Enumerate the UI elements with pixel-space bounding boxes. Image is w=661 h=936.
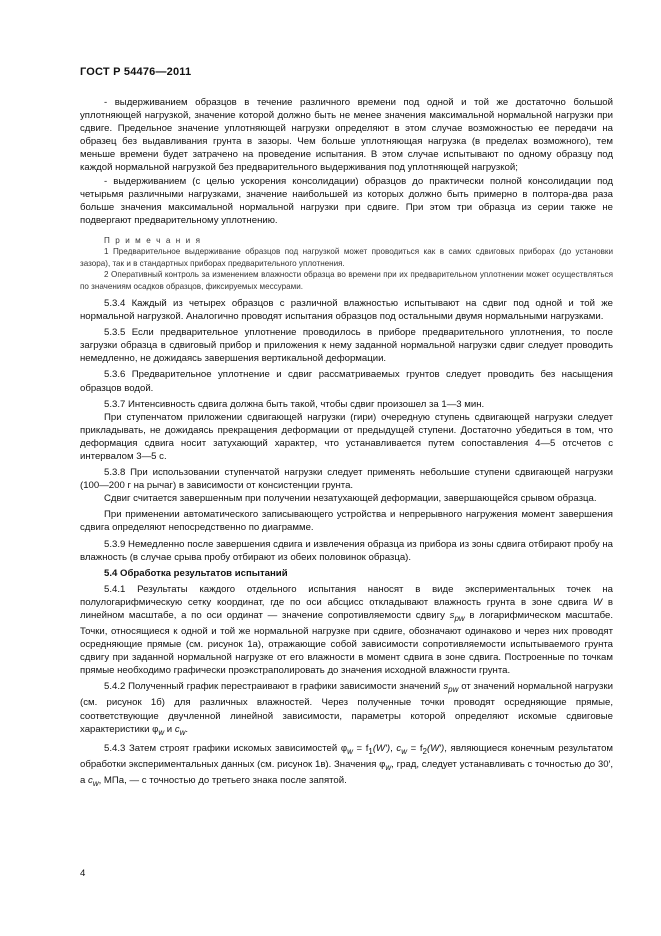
text-run: , являющиеся конечным результатом обработки экспериментальных данных (см. рисунок 1в). Значения <box>80 742 614 770</box>
paragraph-5-3-7-cont: При ступенчатом приложении сдвигающей нагрузки (гири) очередную ступень сдвигающей нагрузки следует прикладывать, не дожидаясь прекращения деформации от предыдущей ступени. Достаточно убедиться в том, что деформация сдвига носит затухающий характер, что устанавливается путем сопоставления 4—5 отсчетов с интервалом 3—5 с. <box>80 411 613 462</box>
text-run: 5.4.3 Затем строят графики искомых зависимостей <box>104 742 341 754</box>
subscript-w: w <box>179 727 186 737</box>
text-run: = f <box>352 742 369 754</box>
paragraph-5-4-1 <box>80 583 613 678</box>
symbol-c: c <box>174 723 180 735</box>
note-item-2: 2 Оперативный контроль за изменением влажности образца во времени при их предварительном уплотнении может осуществляться по значениям осадков образцов, фиксируемых мессурами. <box>80 270 613 291</box>
paragraph-5-3-9: 5.3.9 Немедленно после завершения сдвига и извлечения образца из прибора из зоны сдвига отбирают пробу на влажность (в случае срыва пробу отбирают из обеих половинок образца). <box>80 538 613 563</box>
section-heading-5-4: 5.4 Обработка результатов испытаний <box>104 567 288 579</box>
text-run: , град, следует устанавливать с точностью до 30′, а <box>80 758 613 786</box>
subscript-1: 1 <box>368 746 373 756</box>
paragraph-5-3-5: 5.3.5 Если предварительное уплотнение проводилось в приборе предварительного уплотнения, то после загрузки образца в сдвиговый прибор и приложения к нему заданной нормальной нагрузки сдвиг следует проводить немедленно, не дожидаясь завершения вертикальной деформации. <box>80 327 613 365</box>
subscript-pw: pw <box>448 685 459 695</box>
subscript-2: 2 <box>422 746 427 756</box>
text-run: в линейном масштабе, а по оси ординат — значение сопротивляемости сдвигу <box>80 596 613 622</box>
subscript-w: w <box>158 727 165 737</box>
symbol-c: c <box>396 742 402 754</box>
paragraph-intro-1: - выдерживанием образцов в течение различного времени под одной и той же достаточно большой уплотняющей нагрузкой, значение которой должно быть не менее значения максимальной нормальной нагрузки при сдвиге. Предельное значение уплотняющей нагрузки определяют в этом случае возможностью ее передачи на образец без выдавливания грунта в зазоры. Чем больше уплотняющая нагрузка (в пределах возможного), тем меньше времени будет затрачено на проведение испытания. В этом случае испытывают по одному образцу под каждой нормальной нагрузкой без предварительного выдерживания под уплотняющей нагрузкой; <box>80 97 613 174</box>
text-run: . <box>185 723 189 735</box>
subscript-w: w <box>347 746 353 756</box>
paragraph-5-3-8-cont: Сдвиг считается завершенным при получении незатухающей деформации, завершающейся срывом образца. <box>104 493 597 505</box>
subscript-w: w <box>385 762 392 772</box>
paragraph-intro-2: - выдерживанием (с целью ускорения консолидации) образцов до практически полной консолидации под четырьмя различными нагрузками, значение наибольшей из которых должно быть примерно в полтора-два раза больше значения максимальной нормальной нагрузки при сдвиге. При этом три образца из серии также не подвергают предварительному уплотнению. <box>80 175 613 226</box>
subscript-w: w <box>401 746 407 756</box>
symbol-c: c <box>88 774 93 786</box>
text-run: и <box>164 723 175 735</box>
note-item-1: 1 Предварительное выдерживание образцов под нагрузкой может проводиться как в самих сдвиговых приборах (до установки зазора), так и в стандартных приборах предварительного уплотнения. <box>80 247 613 268</box>
page-header-doc-id: ГОСТ Р 54476—2011 <box>80 66 192 78</box>
symbol-s: s <box>443 681 449 693</box>
page-number: 4 <box>80 868 86 879</box>
paragraph-5-3-8: 5.3.8 При использовании ступенчатой нагрузки следует применять небольшие ступени сдвигающей нагрузки (100—200 г на рычаг) в зависимости от консистенции грунта. <box>80 467 613 492</box>
notes-block <box>80 235 613 292</box>
paragraph-5-3-8-auto: При применении автоматического записывающего устройства и непрерывного нагружения момент завершения сдвига определяют непосредственно по диаграмме. <box>80 509 613 534</box>
text-run: 5.4.1 Результаты каждого отдельного испытания наносят в виде экспериментальных точек на полулогарифмическую сетку координат, где по оси абсцисс откладывают влажность грунта в зоне сдвига <box>80 583 613 608</box>
symbol-phi: φ <box>379 758 386 770</box>
paragraph-5-3-4: 5.3.4 Каждый из четырех образцов с различной влажностью испытывают на сдвиг под одной и той же нормальной нагрузкой. Аналогично проводят испытания образцов под остальными двумя нормальными нагрузками. <box>80 297 613 323</box>
text-run: от значений нормальной нагрузки (см. рисунок 1б) для различных влажностей. Через полученные точки проводят осредняющие прямые, соответствующие двучленной линейной зависимости, параметры которой определяют искомые сдвиговые характеристики <box>80 681 613 735</box>
document-body <box>80 96 613 790</box>
subscript-pw: pw <box>454 613 465 623</box>
paragraph-5-4-2 <box>80 680 613 738</box>
text-run: = f <box>407 742 423 754</box>
text-run: , <box>390 742 397 754</box>
notes-title: П р и м е ч а н и я <box>104 235 202 245</box>
subscript-w: w <box>92 778 99 788</box>
paragraph-5-4-3 <box>80 742 613 790</box>
paragraph-5-3-6: 5.3.6 Предварительное уплотнение и сдвиг рассматриваемых грунтов следует проводить без насыщения образцов водой. <box>80 369 613 394</box>
symbol-phi: φ <box>340 742 348 754</box>
text-run: , МПа, — с точностью до третьего знака после запятой. <box>98 774 347 786</box>
symbol-W: W <box>593 596 603 608</box>
symbol-s: s <box>449 610 455 622</box>
text-run: 5.4.2 Полученный график перестраивают в графики зависимости значений <box>104 681 444 693</box>
symbol-arg: (W′) <box>372 742 391 754</box>
text-run: в логарифмическом масштабе. Точки, относящиеся к одной и той же нормальной нагрузке при сдвиге, обозначают одинаково и через них проводят осредняющие прямые (см. рисунок 1а), отражающие собой зависимости сопротивляемости испытываемого грунта сдвигу при заданной нормальной нагрузке от его влажности в момент сдвига в зоне сдвига. Построенные по точкам прямые необходимо графически проэкстраполировать до значения исходной влажности грунта. <box>80 610 614 677</box>
symbol-arg: (W′) <box>427 742 445 754</box>
paragraph-5-3-7: 5.3.7 Интенсивность сдвига должна быть такой, чтобы сдвиг произошел за 1—3 мин. <box>104 398 485 410</box>
symbol-phi: φ <box>152 723 159 735</box>
